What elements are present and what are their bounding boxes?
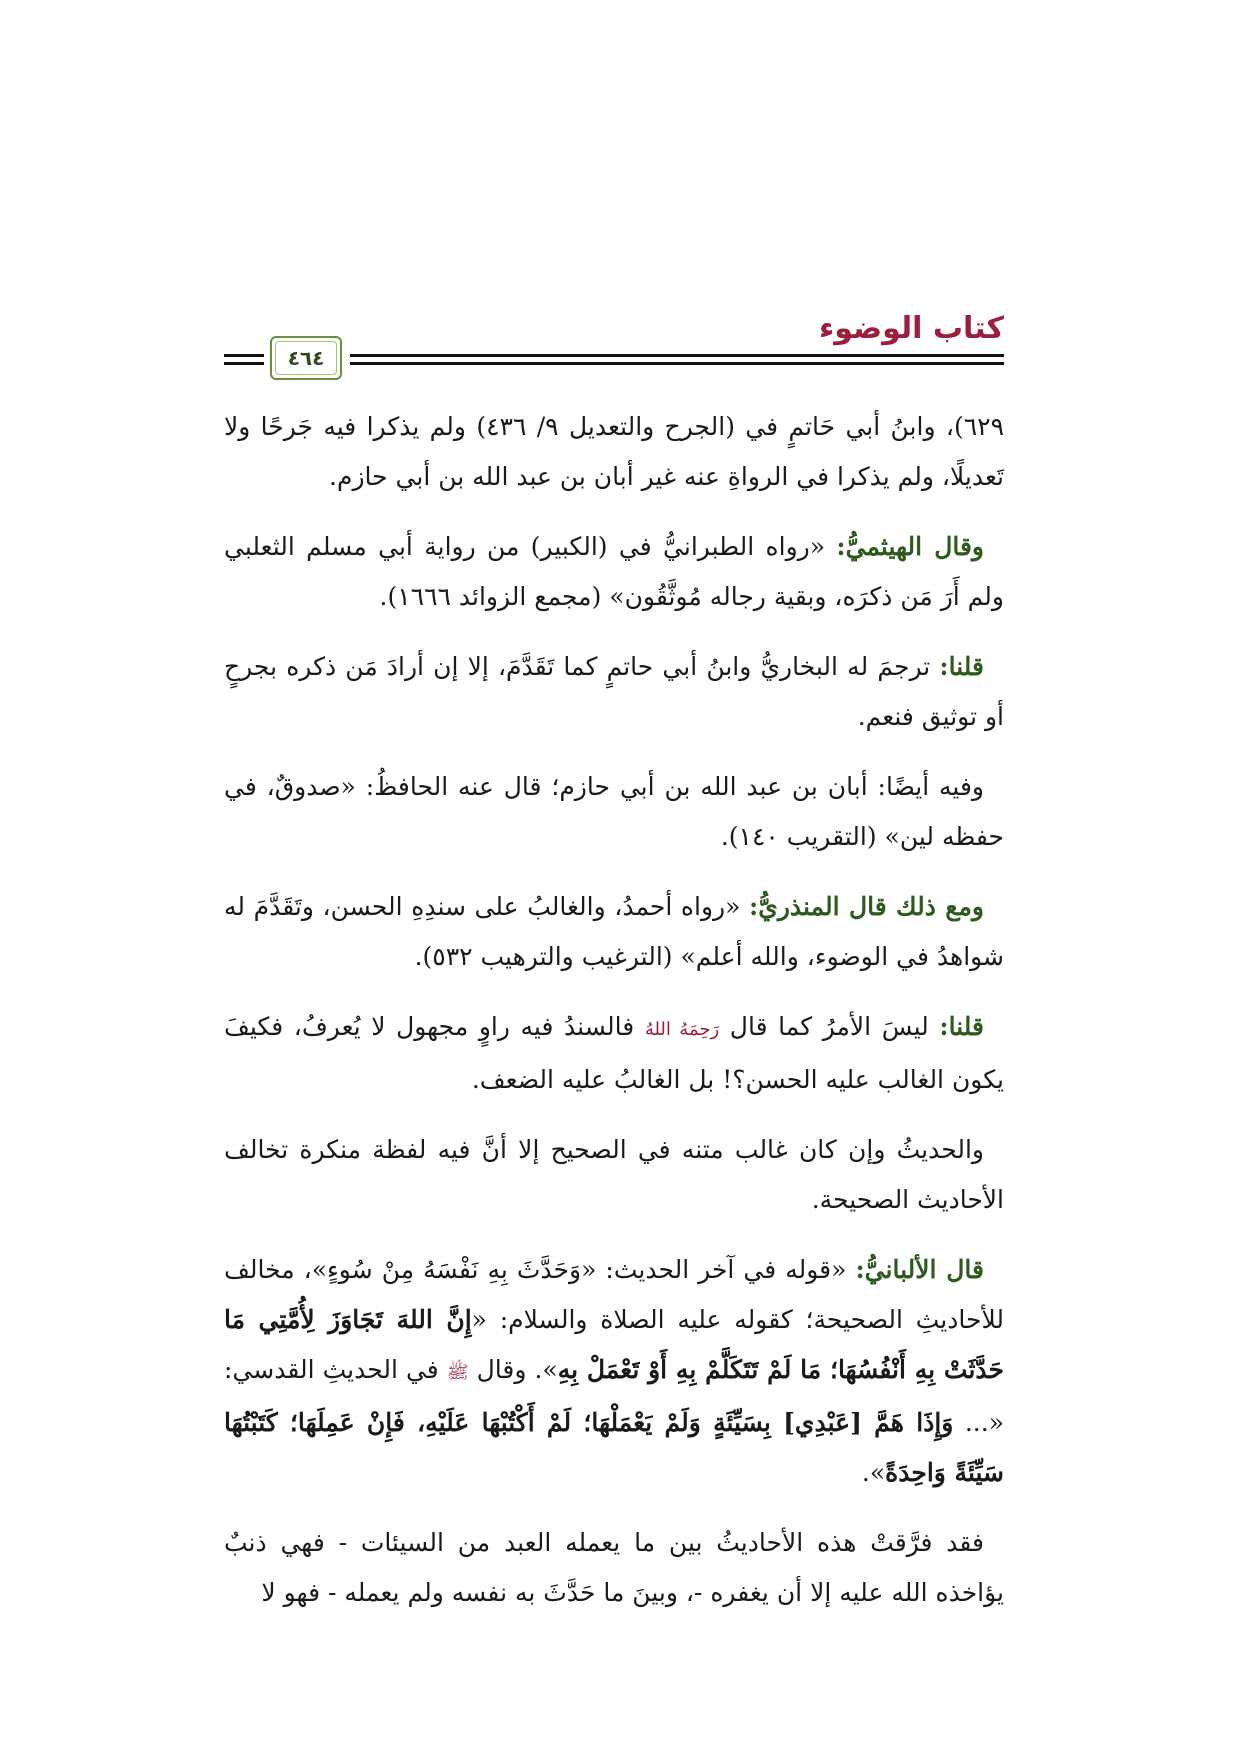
hadith-quote: إِنَّ اللهَ تَجَاوَزَ لِأُمَّتِي مَا حَدَّثَتْ بِهِ أَنْفُسُهَا؛ مَا لَمْ تَتَكَلَّمْ بِهِ أَوْ تَعْمَلْ بِهِ: [224, 1305, 1004, 1384]
paragraph-text: ترجمَ له البخاريُّ وابنُ أبي حاتمٍ كما تَقَدَّمَ، إلا إن أرادَ مَن ذكره بجرحٍ أو توثيق فنعم.: [224, 652, 1004, 731]
honorific-glyph: ﷺ: [446, 1362, 469, 1383]
paragraph-6: [224, 1002, 1004, 1105]
paragraph-text: «رواه أحمدُ، والغالبُ على سندِهِ الحسن، وتَقَدَّمَ له شواهدُ في الوضوء، والله أعلم» (الترغيب والترهيب ٥٣٢).: [224, 892, 1004, 971]
paragraph-text: «قوله في آخر الحديث: «وَحَدَّثَ بِهِ نَفْسَهُ مِنْ سُوءٍ»، مخالف للأحاديثِ الصحيحة؛ كقوله عليه الصلاة والسلام: «: [224, 1255, 1004, 1334]
paragraph-2: [224, 522, 1004, 622]
paragraph-3: [224, 642, 1004, 742]
paragraph-9: [224, 1518, 1004, 1618]
header-rule: [350, 362, 1004, 365]
speaker-label: وقال الهيثميُّ:: [836, 532, 984, 561]
speaker-label: قلنا:: [939, 652, 984, 681]
speaker-label: قال الألبانيُّ:: [855, 1255, 984, 1284]
paragraph-5: [224, 882, 1004, 982]
honorific-glyph: رَحِمَهُ اللهُ: [644, 1019, 720, 1040]
book-title: كتاب الوضوء: [818, 311, 1004, 346]
paragraph-1: [224, 402, 1004, 502]
page-body: [224, 402, 1004, 1638]
paragraph-text: «رواه الطبرانيُّ في (الكبير) من رواية أبي مسلم الثعلبي ولم أَرَ مَن ذكرَه، وبقية رجاله مُوثَّقُون» (مجمع الزوائد ١٦٦٦).: [224, 532, 1004, 611]
paragraph-4: [224, 762, 1004, 862]
speaker-label: ومع ذلك قال المنذريُّ:: [749, 892, 985, 921]
paragraph-text: ».: [861, 1458, 886, 1487]
page-number: ٤٦٤: [270, 336, 342, 380]
hadith-quote: وَإِذَا هَمَّ [عَبْدِي] بِسَيِّئَةٍ وَلَمْ يَعْمَلْهَا؛ لَمْ أَكْتُبْهَا عَلَيْهِ، فَإِنْ عَمِلَهَا؛ كَتَبْتُهَا سَيِّئَةً وَاحِدَةً: [224, 1408, 1004, 1487]
paragraph-7: [224, 1125, 1004, 1225]
paragraph-text: ٦٢٩)، وابنُ أبي حَاتمٍ في (الجرح والتعديل ٩/ ٤٣٦) ولم يذكرا فيه جَرحًا ولا تَعديلًا، ولم يذكرا في الرواةِ عنه غير أبان بن عبد الله بن أبي حازم.: [224, 412, 1005, 491]
paragraph-text: فالسندُ فيه راوٍ مجهول لا يُعرفُ، فكيفَ يكون الغالب عليه الحسن؟! بل الغالبُ عليه الضعف.: [224, 1012, 1004, 1094]
header-rule: [350, 354, 1004, 357]
page-header: [224, 300, 1004, 380]
paragraph-text: ». وقال: [468, 1355, 558, 1384]
paragraph-text: وفيه أيضًا: أبان بن عبد الله بن أبي حازم؛ قال عنه الحافظُ: «صدوقٌ، في حفظه لين» (التقريب ١٤٠).: [224, 772, 1004, 851]
paragraph-8: [224, 1245, 1004, 1498]
header-rule: [224, 362, 264, 365]
paragraph-text: ليسَ الأمرُ كما قال: [719, 1012, 940, 1041]
header-rule: [224, 354, 264, 357]
speaker-label: قلنا:: [939, 1012, 984, 1041]
paragraph-text: والحديثُ وإن كان غالب متنه في الصحيح إلا أنَّ فيه لفظة منكرة تخالف الأحاديث الصحيحة.: [224, 1135, 1004, 1214]
paragraph-text: في الحديثِ القدسي: «...: [224, 1355, 1004, 1437]
paragraph-text: فقد فرَّقتْ هذه الأحاديثُ بين ما يعمله العبد من السيئات - فهي ذنبٌ يؤاخذه الله عليه إلا أن يغفره -، وبينَ ما حَدَّثَ به نفسه ولم يعمله - فهو لا: [224, 1528, 1004, 1607]
